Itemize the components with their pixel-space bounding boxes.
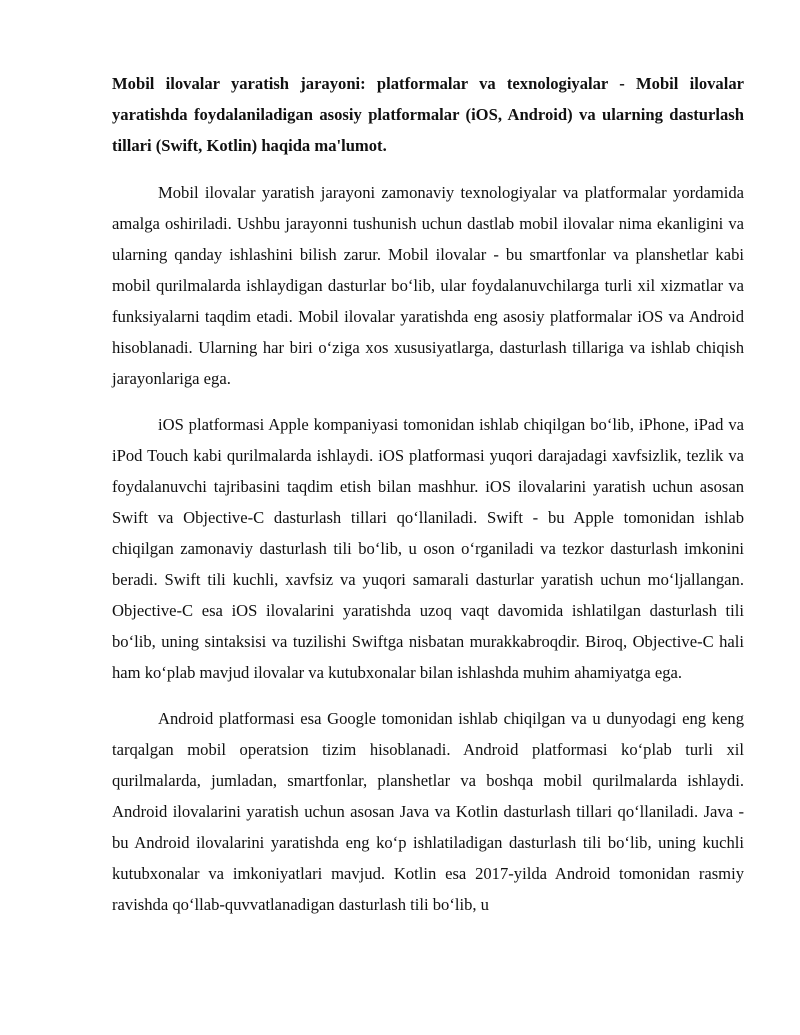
paragraph-android: Android platformasi esa Google tomonidan ishlab chiqilgan va u dunyodagi eng keng tarqalgan mobil operatsion tizim hisoblanadi. Android platformasi ko‘plab turli xil qurilmalarda, jumladan, smartfonlar, planshetlar va boshqa mobil qurilmalarda ishlaydi. Android ilovalarini yaratish uchun asosan Java va Kotlin dasturlash tillari qo‘llaniladi. Java - bu Android ilovalarini yaratishda eng ko‘p ishlatiladigan dasturlash tili bo‘lib, uning kuchli kutubxonalar va imkoniyatlari mavjud. Kotlin esa 2017-yilda Android tomonidan rasmiy ravishda qo‘llab-quvvatlanadigan dasturlash tili bo‘lib, u — [112, 709, 744, 914]
paragraph-ios: iOS platformasi Apple kompaniyasi tomonidan ishlab chiqilgan bo‘lib, iPhone, iPad va iPod Touch kabi qurilmalarda ishlaydi. iOS platformasi yuqori darajadagi xavfsizlik, tezlik va foydalanuvchi tajribasini taqdim etish bilan mashhur. iOS ilovalarini yaratish uchun asosan Swift va Objective-C dasturlash tillari qo‘llaniladi. Swift - bu Apple tomonidan ishlab chiqilgan zamonaviy dasturlash tili bo‘lib, u oson o‘rganiladi va tezkor dasturlash imkonini beradi. Swift tili kuchli, xavfsiz va yuqori samarali dasturlar yaratish uchun mo‘ljallangan. Objective-C esa iOS ilovalarini yaratishda uzoq vaqt davomida ishlatilgan dasturlash tili bo‘lib, uning sintaksisi va tuzilishi Swiftga nisbatan murakkabroqdir. Biroq, Objective-C hali ham ko‘plab mavjud ilovalar va kutubxonalar bilan ishlashda muhim ahamiyatga ega. — [112, 415, 744, 682]
paragraph-intro: Mobil ilovalar yaratish jarayoni zamonaviy texnologiyalar va platformalar yordamida amalga oshiriladi. Ushbu jarayonni tushunish uchun dastlab mobil ilovalar nima ekanligini va ularning qanday ishlashini bilish zarur. Mobil ilovalar - bu smartfonlar va planshetlar kabi mobil qurilmalarda ishlaydigan dasturlar bo‘lib, ular foydalanuvchilarga turli xil xizmatlar va funksiyalarni taqdim etadi. Mobil ilovalar yaratishda eng asosiy platformalar iOS va Android hisoblanadi. Ularning har biri o‘ziga xos xususiyatlarga, dasturlash tillariga va ishlab chiqish jarayonlariga ega. — [112, 183, 744, 388]
document-title: Mobil ilovalar yaratish jarayoni: platformalar va texnologiyalar - Mobil ilovalar yaratishda foydalaniladigan asosiy platformalar (iOS, Android) va ularning dasturlash tillari (Swift, Kotlin) haqida ma'lumot. — [112, 74, 744, 155]
document-page — [112, 68, 744, 935]
